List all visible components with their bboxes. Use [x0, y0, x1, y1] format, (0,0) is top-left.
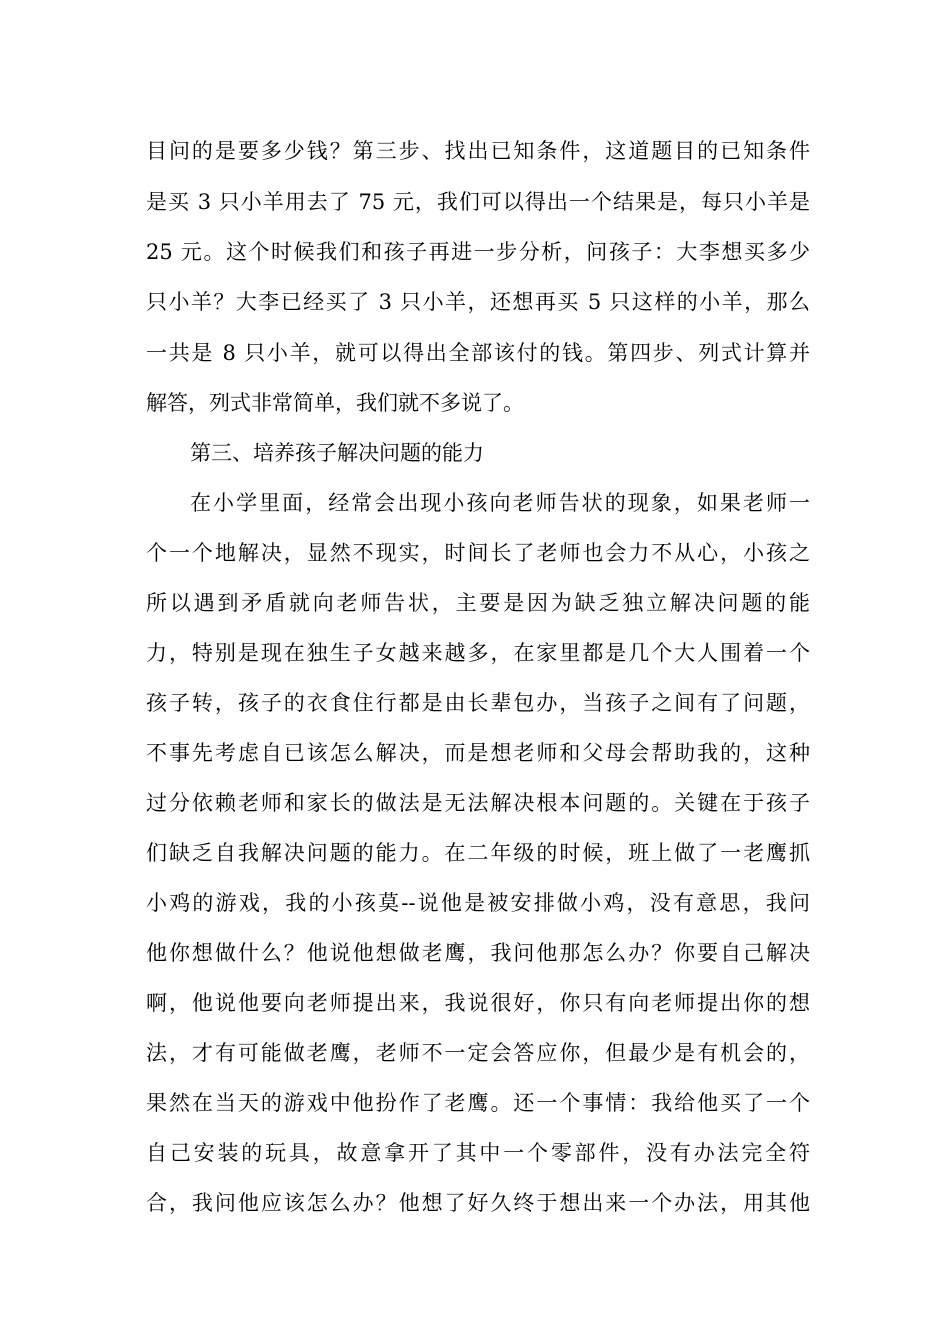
text-line-21: 自己安装的玩具，故意拿开了其中一个零部件，没有办法完全符: [146, 1141, 810, 1165]
text-line-13: 不事先考虑自已该怎么解决，而是想老师和父母会帮助我的，这种: [146, 741, 810, 765]
text-line-15: 们缺乏自我解决问题的能力。在二年级的时候，班上做了一老鹰抓: [146, 841, 810, 865]
text-line-20: 果然在当天的游戏中他扮作了老鹰。还一个事情：我给他买了一个: [146, 1091, 810, 1115]
text-line-11: 力，特别是现在独生子女越来越多，在家里都是几个大人围着一个: [146, 641, 810, 665]
text-line-10: 所以遇到矛盾就向老师告状，主要是因为缺乏独立解决问题的能: [146, 591, 810, 615]
text-line-18: 啊，他说他要向老师提出来，我说很好，你只有向老师提出你的想: [146, 991, 810, 1015]
text-line-22: 合，我问他应该怎么办？他想了好久终于想出来一个办法，用其他: [146, 1191, 810, 1215]
text-line-3: 25 元。这个时候我们和孩子再进一步分析，问孩子：大李想买多少: [146, 240, 810, 264]
text-line-6: 解答，列式非常简单，我们就不多说了。: [146, 391, 524, 415]
text-line-14: 过分依赖老师和家长的做法是无法解决根本问题的。关键在于孩子: [146, 791, 810, 815]
text-line-12: 孩子转，孩子的衣食住行都是由长辈包办，当孩子之间有了问题，: [146, 691, 810, 715]
text-line-19: 法，才有可能做老鹰，老师不一定会答应你，但最少是有机会的，: [146, 1041, 810, 1065]
text-line-8: 在小学里面，经常会出现小孩向老师告状的现象，如果老师一: [190, 491, 810, 515]
text-line-2: 是买 3 只小羊用去了 75 元，我们可以得出一个结果是，每只小羊是: [146, 190, 810, 214]
text-line-1: 目问的是要多少钱？第三步、找出已知条件，这道题目的已知条件: [146, 139, 810, 163]
text-line-9: 个一个地解决，显然不现实，时间长了老师也会力不从心，小孩之: [146, 541, 810, 565]
text-line-16: 小鸡的游戏，我的小孩莫--说他是被安排做小鸡，没有意思，我问: [146, 891, 810, 915]
section-heading: 第三、培养孩子解决问题的能力: [190, 441, 484, 465]
text-line-4: 只小羊？大李已经买了 3 只小羊，还想再买 5 只这样的小羊，那么: [146, 290, 810, 314]
text-line-5: 一共是 8 只小羊，就可以得出全部该付的钱。第四步、列式计算并: [146, 341, 810, 365]
text-line-17: 他你想做什么？他说他想做老鹰，我问他那怎么办？你要自己解决: [146, 941, 810, 965]
